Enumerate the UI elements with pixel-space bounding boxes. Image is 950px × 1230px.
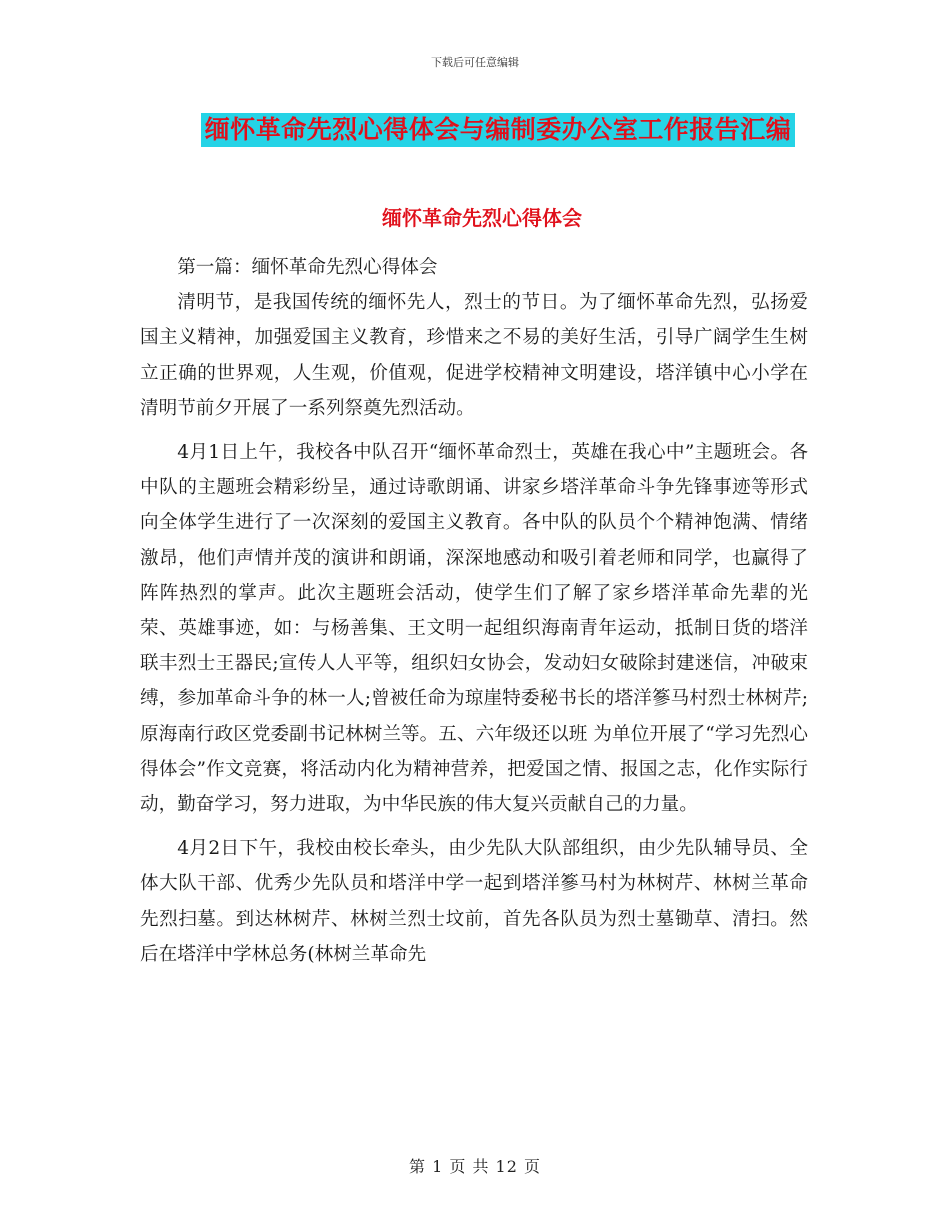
paragraph: 清明节，是我国传统的缅怀先人，烈士的节日。为了缅怀革命先烈，弘扬爱国主义精神，加强爱国主义教育，珍惜来之不易的美好生活，引导广阔学生生树立正确的世界观，人生观，价值观，促进学校精神文明建设，塔洋镇中心小学在清明节前夕开展了一系列祭奠先烈活动。 <box>140 292 808 419</box>
main-title: 缅怀革命先烈心得体会与编制委办公室工作报告汇编 <box>201 113 796 147</box>
paragraph: 4月1日上午，我校各中队召开“缅怀革命烈士，英雄在我心中”主题班会。各中队的主题班会精彩纷呈，通过诗歌朗诵、讲家乡塔洋革命斗争先锋事迹等形式向全体学生进行了一次深刻的爱国主义教育。各中队的队员个个精神饱满、情绪激昂，他们声情并茂的演讲和朗诵，深深地感动和吸引着老师和同学，也赢得了阵阵热烈的掌声。此次主题班会活动，使学生们了解了家乡塔洋革命先辈的光荣、英雄事迹，如：与杨善集、王文明一起组织海南青年运动，抵制日货的塔洋联丰烈士王器民;宣传人人平等，组织妇女协会，发动妇女破除封建迷信，冲破束缚，参加革命斗争的林一人;曾被任命为琼崖特委秘书长的塔洋篸马村烈士林树芹;原海南行政区党委副书记林树兰等。五、六年级还以班 为单位开展了“学习先烈心得体会”作文竞赛，将活动内化为精神营养，把爱国之情、报国之志，化作实际行动，勤奋学习，努力进取，为中华民族的伟大复兴贡献自己的力量。 <box>140 442 808 816</box>
main-title-container <box>0 113 950 147</box>
page-footer: 第 1 页 共 12 页 <box>409 1157 541 1176</box>
header-note: 下载后可任意编辑 <box>431 56 519 69</box>
paragraph-heading: 第一篇：缅怀革命先烈心得体会 <box>177 257 438 278</box>
section-title: 缅怀革命先烈心得体会 <box>382 206 582 230</box>
document-body <box>140 250 808 981</box>
paragraph: 4月2日下午，我校由校长牵头，由少先队大队部组织，由少先队辅导员、全体大队干部、优秀少先队员和塔洋中学一起到塔洋篸马村为林树芹、林树兰革命先烈扫墓。到达林树芹、林树兰烈士坟前，首先各队员为烈士墓锄草、清扫。然后在塔洋中学林总务(林树兰革命先 <box>140 838 808 965</box>
